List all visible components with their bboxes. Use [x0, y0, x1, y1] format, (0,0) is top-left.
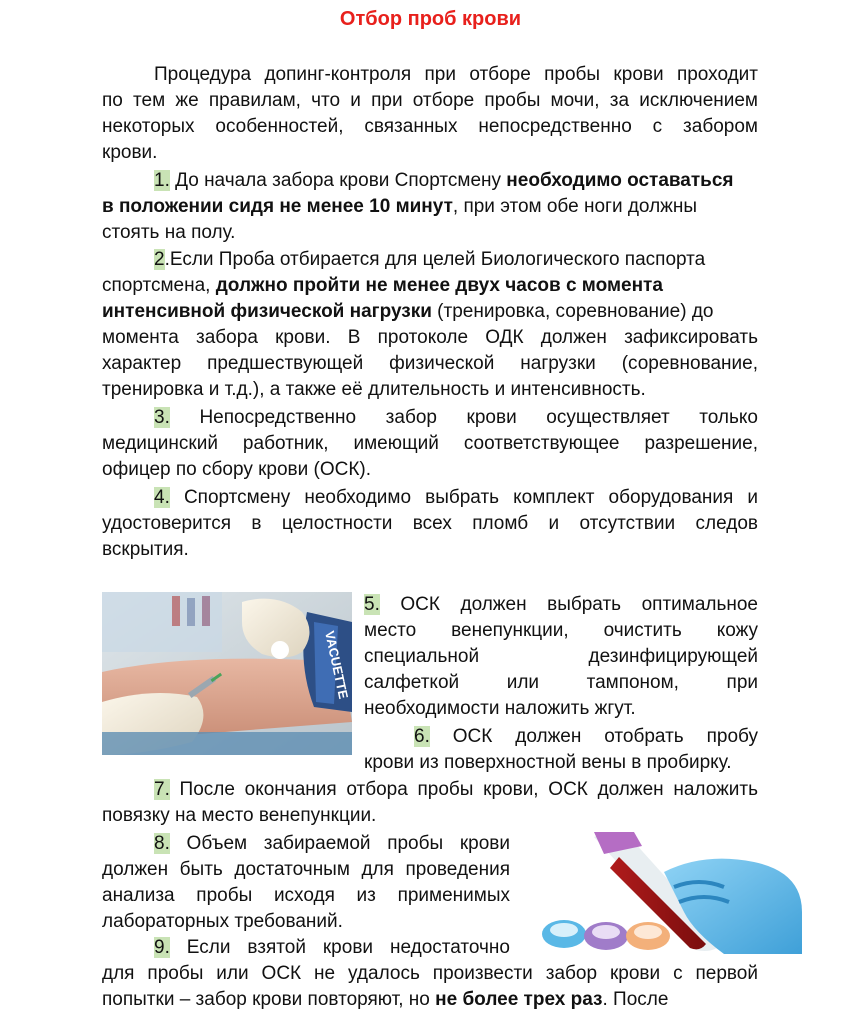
paragraph-2-line-4: момента забора крови. В протоколе ОДК должен зафиксировать: [102, 327, 758, 348]
text-fragment: Спортсмену необходимо выбрать комплект оборудования и: [169, 487, 758, 508]
text-fragment: Если взятой крови недостаточно: [169, 937, 510, 958]
paragraph-5-line-5: необходимости наложить жгут.: [364, 698, 636, 719]
text-fragment: Объем забираемой пробы крови: [169, 833, 510, 854]
paragraph-3-line-1: [154, 405, 758, 431]
paragraph-1-line-2: [102, 194, 758, 220]
paragraph-2-line-6: тренировка и т.д.), а также её длительность и интенсивность.: [102, 379, 646, 400]
paragraph-9-line-2: для пробы или ОСК не удалось произвести забор крови с первой: [102, 963, 758, 984]
text-fragment: спортсмена,: [102, 275, 216, 296]
item-number: 1.: [154, 170, 170, 191]
paragraph-5-line-1: [364, 592, 758, 618]
paragraph-6-line-1: [414, 724, 758, 750]
item-number: 9.: [154, 937, 170, 958]
item-number: 7.: [154, 779, 170, 800]
paragraph-2-line-2: [102, 273, 758, 299]
paragraph-2-line-5: характер предшествующей физической нагрузки (соревнование,: [102, 353, 758, 374]
paragraph-3-line-2: медицинский работник, имеющий соответствующее разрешение,: [102, 433, 758, 454]
paragraph-2-line-3: [102, 299, 758, 325]
paragraph-5-line-3: специальной дезинфицирующей: [364, 646, 758, 667]
intro-line-4: крови.: [102, 142, 158, 163]
paragraph-2-line-1: [154, 247, 758, 273]
paragraph-4-line-1: [154, 485, 758, 511]
text-fragment: попытки – забор крови повторяют, но: [102, 989, 436, 1010]
paragraph-4-line-3: вскрытия.: [102, 539, 189, 560]
intro-line-3: некоторых особенностей, связанных непосредственно с забором: [102, 116, 758, 137]
item-number: 8.: [154, 833, 170, 854]
vacuette-label: VACUETTE: [322, 629, 352, 701]
text-fragment: , при этом обе ноги должны: [452, 196, 698, 217]
bold-fragment: в положении сидя не менее 10 минут: [102, 196, 453, 217]
blood-tube-photo: [524, 832, 802, 954]
text-fragment: . После: [602, 989, 669, 1010]
paragraph-1-line-3: стоять на полу.: [102, 222, 236, 243]
item-number: 3.: [154, 407, 170, 428]
paragraph-9-line-1: [154, 935, 510, 961]
item-number: 4.: [154, 487, 170, 508]
text-fragment: После окончания отбора пробы крови, ОСК должен наложить: [169, 779, 758, 800]
paragraph-7-line-1: [154, 777, 758, 803]
blood-tube-illustration: [524, 832, 802, 954]
text-fragment: ОСК должен отобрать пробу: [429, 726, 758, 747]
text-fragment: ОСК должен выбрать оптимальное: [379, 594, 758, 615]
blood-draw-illustration: [102, 592, 352, 755]
paragraph-8-line-2: должен быть достаточным для проведения: [102, 859, 510, 880]
paragraph-8-line-1: [154, 831, 510, 857]
bold-fragment: интенсивной физической нагрузки: [102, 301, 432, 322]
blood-draw-photo: [102, 592, 352, 755]
item-number: 6.: [414, 726, 430, 747]
bold-fragment: не более трех раз: [435, 989, 603, 1010]
paragraph-6-line-2: крови из поверхностной вены в пробирку.: [364, 752, 732, 773]
paragraph-4-line-2: удостоверится в целостности всех пломб и отсутствии следов: [102, 513, 758, 534]
paragraph-8-line-4: лабораторных требований.: [102, 911, 343, 932]
page-title: Отбор проб крови: [339, 8, 522, 30]
paragraph-5-line-4: салфеткой или тампоном, при: [364, 672, 758, 693]
bold-fragment: должно пройти не менее двух часов с момента: [215, 275, 663, 296]
item-number: 5.: [364, 594, 380, 615]
paragraph-5-line-2: место венепункции, очистить кожу: [364, 620, 758, 641]
item-number: 2: [154, 249, 165, 270]
text-fragment: До начала забора крови Спортсмену: [169, 170, 507, 191]
intro-line-2: по тем же правилам, что и при отборе пробы мочи, за исключением: [102, 90, 758, 111]
paragraph-7-line-2: повязку на место венепункции.: [102, 805, 377, 826]
text-fragment: Непосредственно забор крови осуществляет только: [169, 407, 758, 428]
text-fragment: (тренировка, соревнование) до: [431, 301, 714, 322]
paragraph-3-line-3: офицер по сбору крови (ОСК).: [102, 459, 372, 480]
bold-fragment: необходимо оставаться: [506, 170, 734, 191]
paragraph-8-line-3: анализа пробы исходя из применимых: [102, 885, 510, 906]
text-fragment: .Если Проба отбирается для целей Биологического паспорта: [164, 249, 706, 270]
paragraph-1-line-1: [154, 168, 758, 194]
intro-line-1: Процедура допинг-контроля при отборе пробы крови проходит: [154, 64, 758, 85]
paragraph-9-line-3: [102, 987, 758, 1013]
